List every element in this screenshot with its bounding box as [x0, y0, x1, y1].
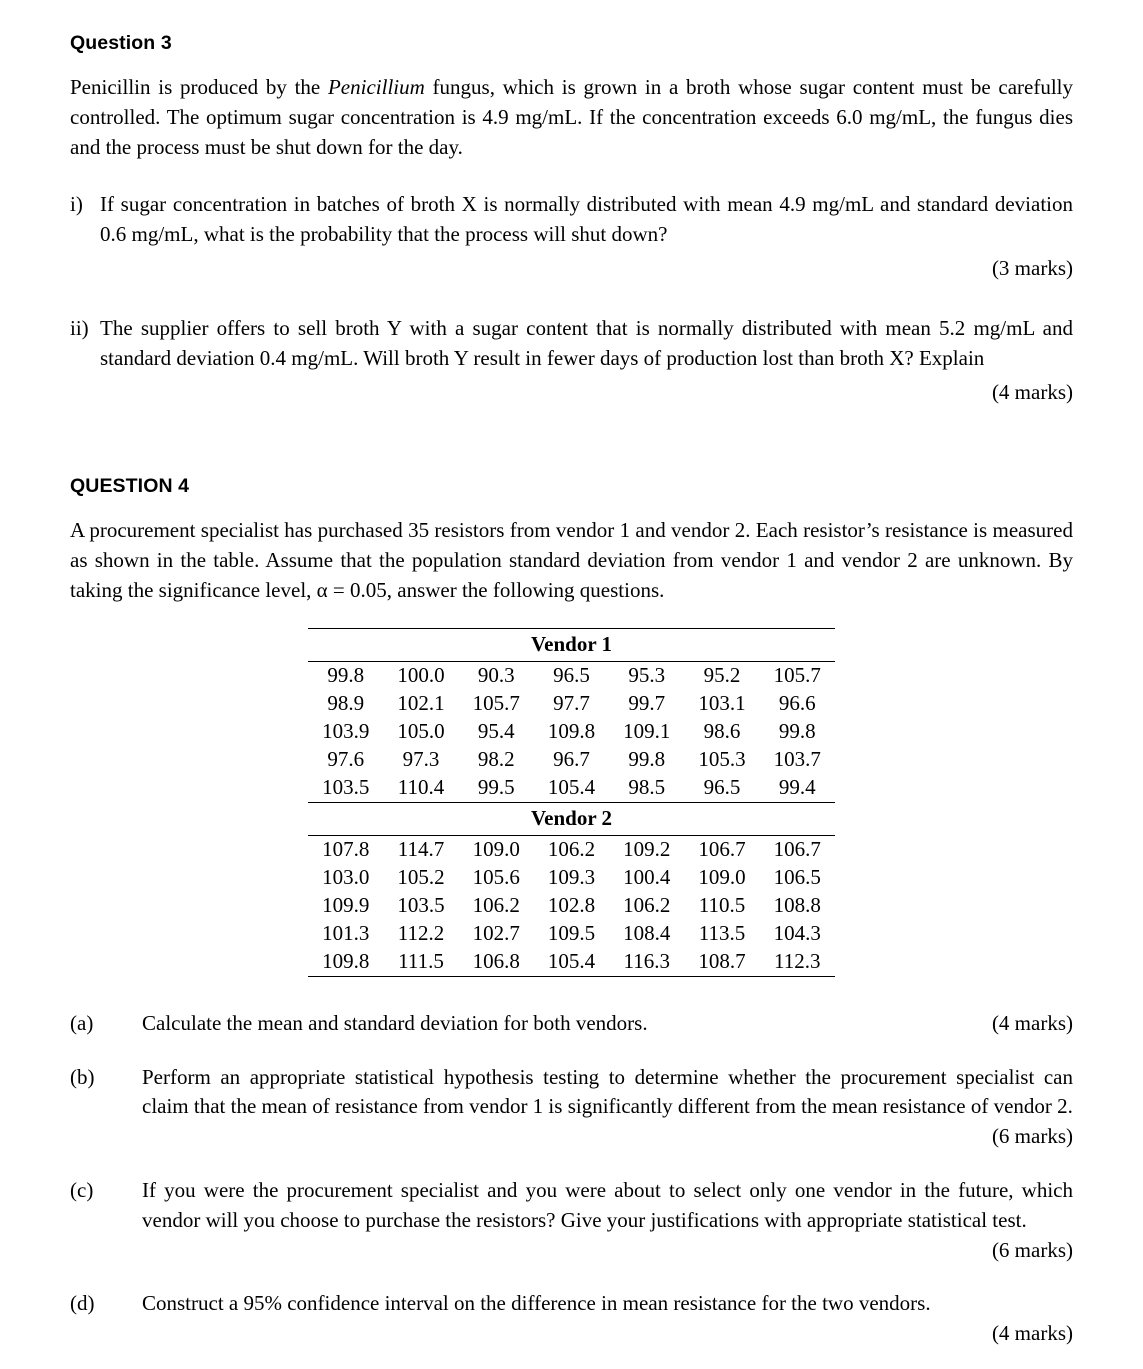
question-3-item-i — [70, 190, 1073, 250]
cell: 99.5 — [459, 774, 534, 803]
cell: 102.7 — [472, 920, 520, 945]
cell: 112.3 — [760, 948, 835, 977]
cell: 99.8 — [327, 662, 365, 687]
cell: 106.7 — [773, 836, 821, 861]
item-text-ii: The supplier offers to sell broth Y with a sugar content that is normally distributed with mean 5.2 mg/mL and standard deviation 0.4 mg/mL. Will broth Y result in fewer days of production lost than broth X? Explain — [100, 315, 1073, 370]
cell: 105.4 — [534, 774, 609, 803]
item-marks-a: (4 marks) — [991, 1010, 1073, 1035]
cell: 95.3 — [628, 662, 666, 687]
table-row — [308, 718, 835, 746]
item-body-c — [142, 1176, 1073, 1265]
cell: 105.7 — [773, 662, 821, 687]
cell: 98.6 — [703, 718, 741, 743]
cell: 105.2 — [397, 864, 445, 889]
cell: 107.8 — [322, 836, 370, 861]
question-3-heading: Question 3 — [70, 32, 172, 54]
item-text-a: Calculate the mean and standard deviation for both vendors. — [142, 1010, 648, 1035]
cell: 97.3 — [402, 746, 440, 771]
item-marks-i: (3 marks) — [991, 256, 1073, 281]
cell: 99.4 — [760, 774, 835, 803]
intro-text-part2: fungus, which is grown in a broth whose sugar content must be carefully controlled. The optimum sugar concentration is 4.9 mg/mL. If the concentration exceeds 6.0 mg/mL, the fungus dies and the process must be shut down for the day. — [70, 75, 1073, 159]
vendor-1-title: Vendor 1 — [308, 628, 835, 661]
item-label-i: i) — [70, 192, 83, 217]
item-body-a — [142, 1009, 1073, 1039]
cell: 109.8 — [547, 718, 596, 743]
cell: 99.7 — [628, 690, 666, 715]
table-row — [308, 864, 835, 892]
cell: 96.6 — [778, 690, 816, 715]
cell: 105.6 — [472, 864, 520, 889]
cell: 100.4 — [623, 864, 671, 889]
cell: 102.8 — [547, 892, 596, 917]
vendor-2-title-row — [308, 802, 835, 835]
cell: 90.3 — [477, 662, 515, 687]
cell: 106.7 — [698, 836, 746, 861]
cell: 103.5 — [308, 774, 383, 803]
table-row — [308, 835, 835, 864]
cell: 109.0 — [472, 836, 520, 861]
cell: 95.4 — [477, 718, 515, 743]
table-row — [308, 746, 835, 774]
cell: 103.0 — [322, 864, 370, 889]
cell: 108.8 — [773, 892, 821, 917]
cell: 113.5 — [698, 920, 746, 945]
item-text-b: Perform an appropriate statistical hypothesis testing to determine whether the procurement specialist can claim that the mean of resistance from vendor 1 is significantly different from the mean resistance of vendor 2. — [142, 1064, 1073, 1119]
cell: 108.7 — [684, 948, 759, 977]
item-label-c: (c) — [70, 1178, 94, 1202]
cell: 103.7 — [773, 746, 821, 771]
item-text-i: If sugar concentration in batches of broth X is normally distributed with mean 4.9 mg/mL and standard deviation 0.6 mg/mL, what is the probability that the process will shut down? — [100, 192, 1073, 247]
intro-italic-term: Penicillium — [327, 75, 425, 99]
question-4-subparts — [70, 1009, 1073, 1349]
cell: 99.8 — [628, 746, 666, 771]
table-row — [308, 920, 835, 948]
cell: 98.5 — [609, 774, 684, 803]
table-row — [308, 661, 835, 690]
cell: 96.7 — [553, 746, 590, 771]
cell: 110.4 — [383, 774, 458, 803]
question-3-item-ii — [70, 314, 1073, 374]
cell: 106.8 — [459, 948, 534, 977]
question-4-item-c — [70, 1176, 1073, 1265]
vendor-1-title-row — [308, 628, 835, 661]
cell: 109.1 — [623, 718, 671, 743]
question-4-item-b — [70, 1063, 1073, 1152]
cell: 109.9 — [322, 892, 370, 917]
cell: 103.9 — [322, 718, 370, 743]
cell: 109.3 — [547, 864, 596, 889]
cell: 104.3 — [773, 920, 821, 945]
cell: 105.7 — [472, 690, 520, 715]
question-4-item-a — [70, 1009, 1073, 1039]
table-row — [308, 690, 835, 718]
item-label-b: (b) — [70, 1064, 95, 1089]
vendor-resistance-table — [308, 628, 835, 977]
cell: 106.2 — [547, 836, 596, 861]
vendor-table-container — [70, 628, 1073, 977]
cell: 109.8 — [308, 948, 383, 977]
item-label-a: (a) — [70, 1010, 94, 1035]
vendor-2-title: Vendor 2 — [308, 802, 835, 835]
cell: 111.5 — [383, 948, 458, 977]
cell: 106.2 — [623, 892, 671, 917]
cell: 98.9 — [327, 690, 365, 715]
item-text-c: If you were the procurement specialist and you were about to select only one vendor in the future, which vendor will you choose to purchase the resistors? Give your justifications with appropriate statistical test. — [142, 1178, 1073, 1232]
cell: 114.7 — [397, 836, 445, 861]
cell: 108.4 — [623, 920, 671, 945]
item-text-d: Construct a 95% confidence interval on the difference in mean resistance for the two vendors. — [142, 1291, 931, 1316]
cell: 103.5 — [397, 892, 445, 917]
item-label-d: (d) — [70, 1291, 95, 1316]
cell: 105.3 — [698, 746, 746, 771]
cell: 96.5 — [684, 774, 759, 803]
intro-text-part1: Penicillin is produced by the — [70, 75, 328, 99]
table-row — [308, 774, 835, 803]
question-4-heading: QUESTION 4 — [70, 475, 190, 498]
item-label-ii: ii) — [70, 315, 89, 340]
cell: 101.3 — [322, 920, 370, 945]
cell: 96.5 — [553, 662, 590, 687]
cell: 99.8 — [778, 718, 816, 743]
cell: 112.2 — [397, 920, 445, 945]
cell: 109.2 — [623, 836, 671, 861]
question-3-intro — [70, 73, 1073, 162]
cell: 102.1 — [397, 690, 445, 715]
cell: 109.5 — [547, 920, 596, 945]
cell: 95.2 — [703, 662, 741, 687]
item-marks-d: (4 marks) — [991, 1321, 1073, 1346]
cell: 105.0 — [397, 718, 445, 743]
cell: 106.2 — [472, 892, 520, 917]
cell: 116.3 — [609, 948, 684, 977]
item-body-b — [142, 1063, 1073, 1152]
cell: 100.0 — [397, 662, 445, 687]
cell: 109.0 — [698, 864, 746, 889]
question-4-intro: A procurement specialist has purchased 35 resistors from vendor 1 and vendor 2. Each resistor’s resistance is measured as shown in the table. Assume that the population standard deviation from vendor 1 and vendor 2 are unknown. By taking the significance level, α = 0.05, answer the following questions. — [70, 518, 1073, 602]
item-body-d — [142, 1289, 1073, 1349]
cell: 98.2 — [477, 746, 515, 771]
table-row — [308, 892, 835, 920]
cell: 97.6 — [327, 746, 365, 771]
table-row — [308, 948, 835, 977]
cell: 103.1 — [698, 690, 746, 715]
cell: 105.4 — [534, 948, 609, 977]
cell: 110.5 — [698, 892, 746, 917]
item-marks-b: (6 marks) — [991, 1124, 1073, 1149]
question-4-item-d — [70, 1289, 1073, 1349]
cell: 106.5 — [773, 864, 821, 889]
item-marks-c: (6 marks) — [991, 1237, 1073, 1262]
item-marks-ii: (4 marks) — [991, 379, 1073, 404]
question-3-subparts — [70, 190, 1073, 407]
cell: 97.7 — [553, 690, 590, 715]
